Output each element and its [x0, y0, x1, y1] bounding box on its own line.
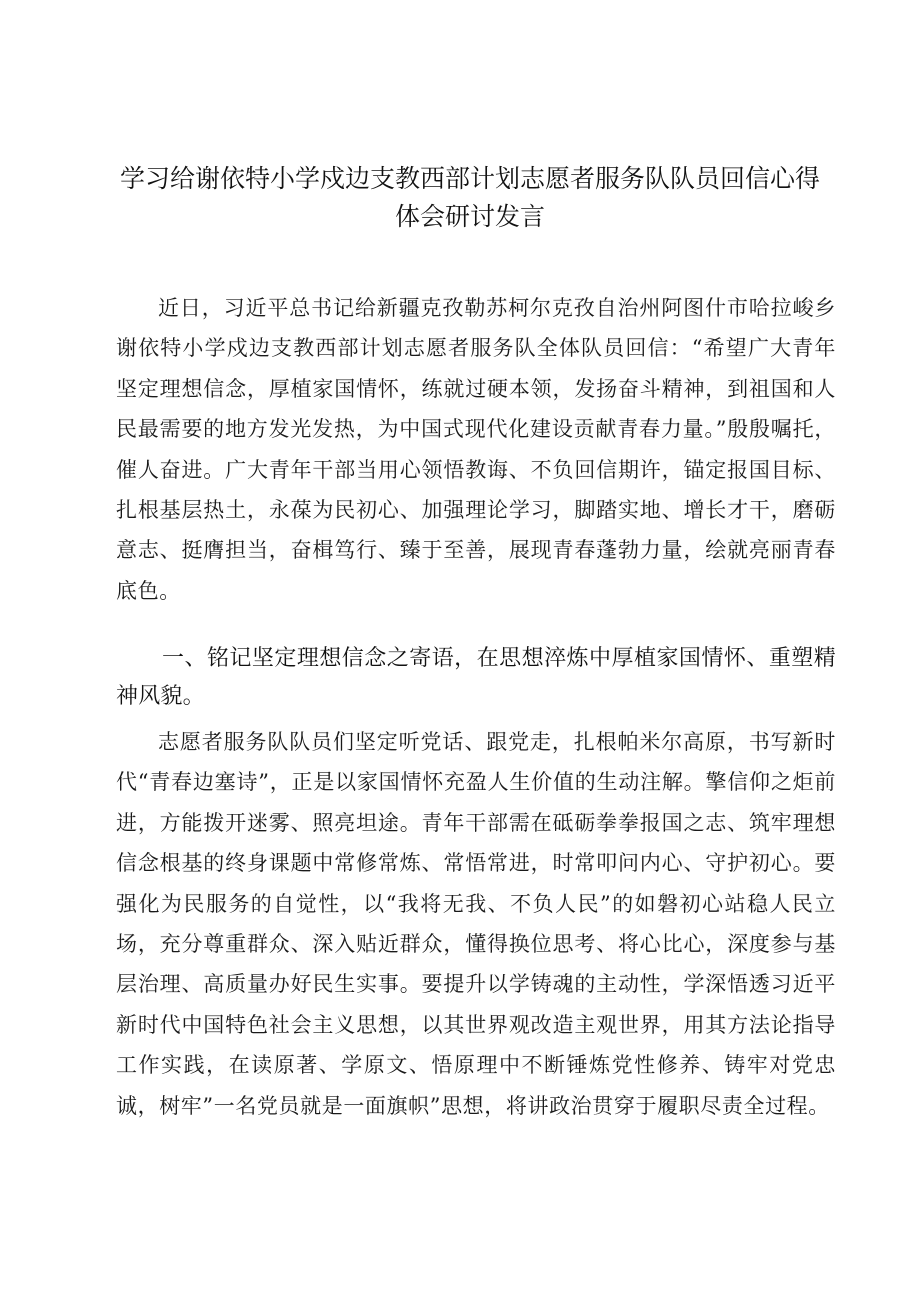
paragraph-intro: 近日，习近平总书记给新疆克孜勒苏柯尔克孜自治州阿图什市哈拉峻乡谢依特小学戍边支教西部计划志愿者服务队全体队员回信：“希望广大青年坚定理想信念，厚植家国情怀，练就过硬本领，发扬奋斗精神，到祖国和人民最需要的地方发光发热，为中国式现代化建设贡献青春力量。”殷殷嘱托，催人奋进。广大青年干部当用心领悟教诲、不负回信期许，锚定报国目标、扎根基层热土，永葆为民初心、加强理论学习，脚踏实地、增长才干，磨砺意志、挺膺担当，奋楫笃行、臻于至善，展现青春蓬勃力量，绘就亮丽青春底色。: [116, 296, 836, 603]
document-title: [120, 160, 820, 236]
paragraph-section-1: 志愿者服务队队员们坚定听党话、跟党走，扎根帕米尔高原，书写新时代“青春边塞诗”，正是以家国情怀充盈人生价值的生动注解。擎信仰之炬前进，方能拨开迷雾、照亮坦途。青年干部需在砥砺拳拳报国之志、筑牢理想信念根基的终身课题中常修常炼、常悟常进，时常叩问内心、守护初心。要强化为民服务的自觉性，以“我将无我、不负人民”的如磐初心站稳人民立场，充分尊重群众、深入贴近群众，懂得换位思考、将心比心，深度参与基层治理、高质量办好民生实事。要提升以学铸魂的主动性，学深悟透习近平新时代中国特色社会主义思想，以其世界观改造主观世界，用其方法论指导工作实践，在读原著、学原文、悟原理中不断锤炼党性修养、铸牢对党忠诚，树牢”一名党员就是一面旗帜”思想，将讲政治贯穿于履职尽责全过程。: [116, 730, 836, 1118]
title-line-2: 体会研讨发言: [394, 202, 545, 231]
title-line-1: 学习给谢依特小学戍边支教西部计划志愿者服务队队员回信心得: [120, 164, 821, 193]
section-heading-1: 一、铭记坚定理想信念之寄语，在思想淬炼中厚植家国情怀、重塑精神风貌。: [116, 646, 836, 709]
